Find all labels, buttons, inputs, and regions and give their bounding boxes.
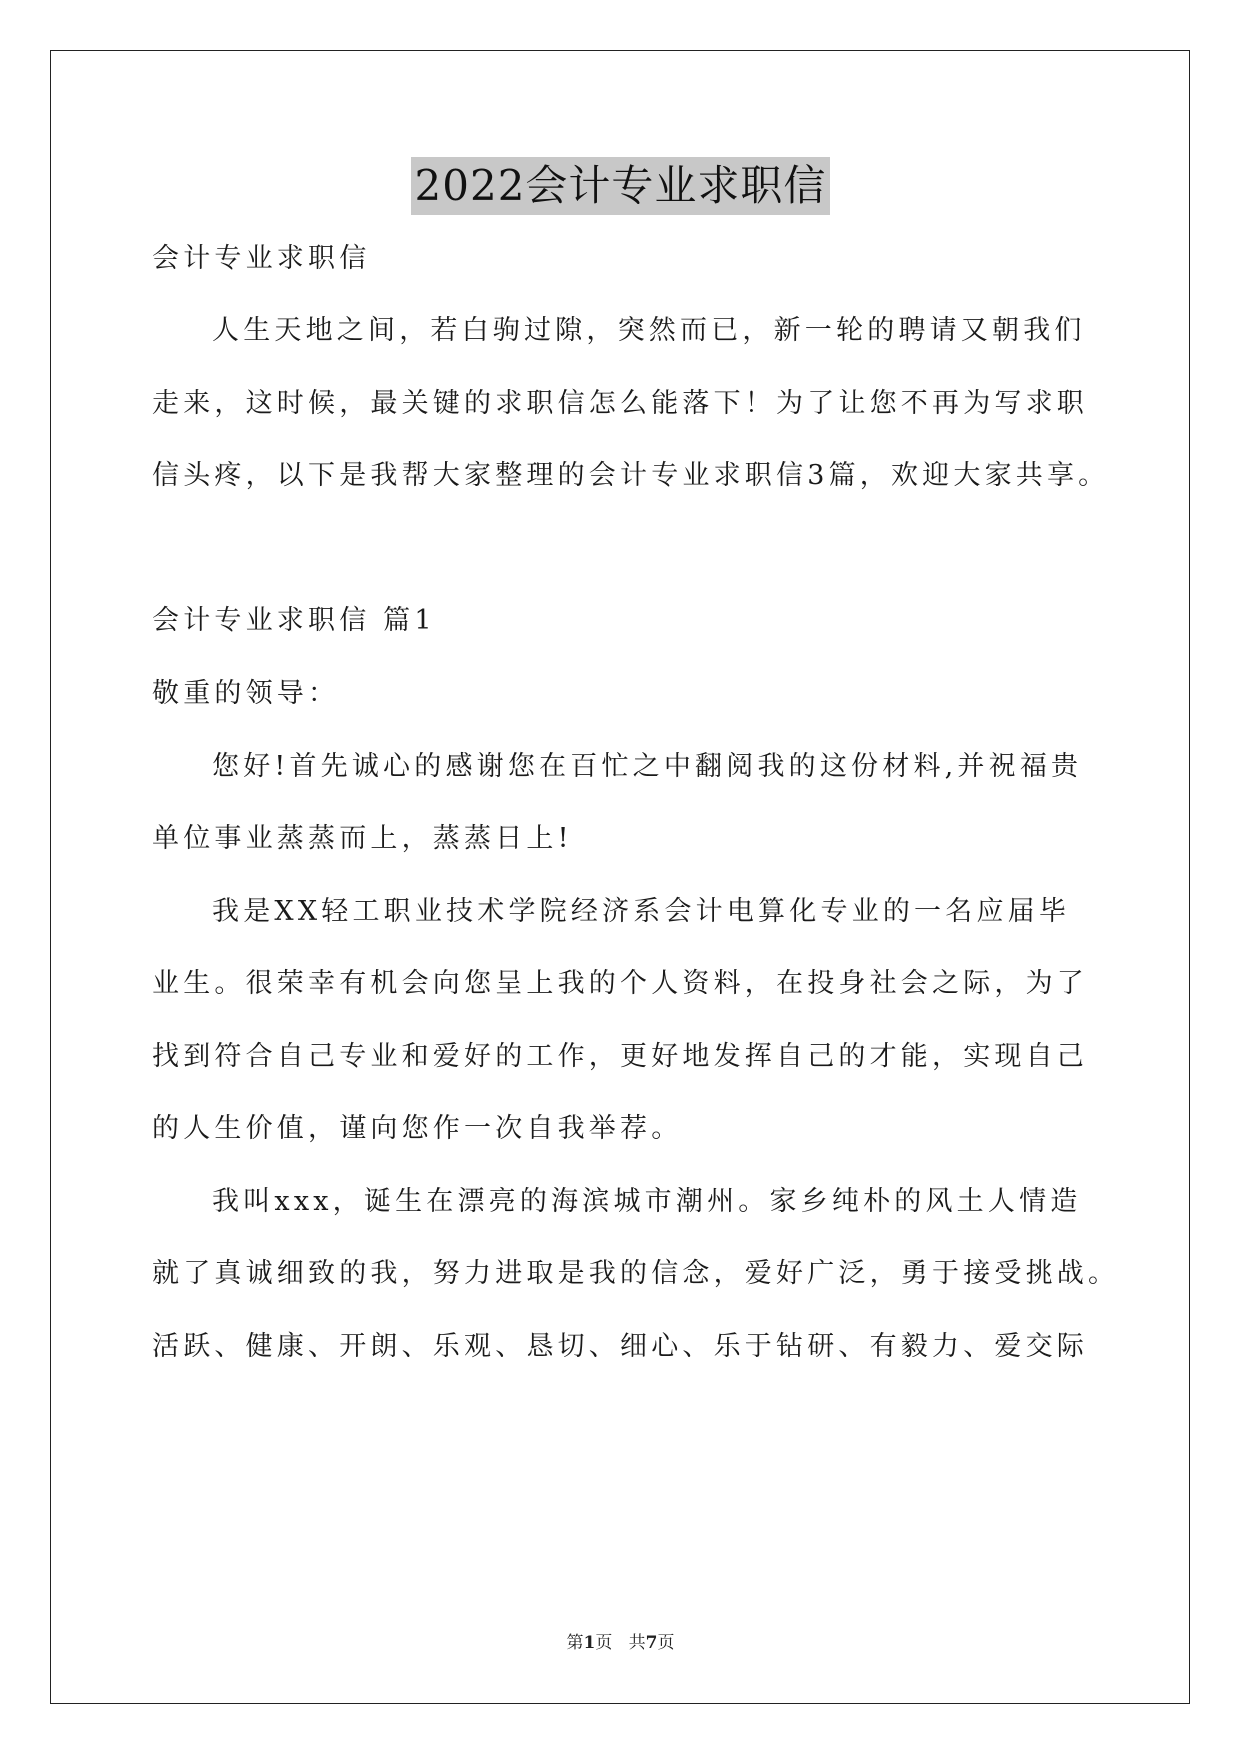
paragraph-line: 我叫xxx，诞生在漂亮的海滨城市潮州。家乡纯朴的风土人情造 xyxy=(212,1186,1082,1217)
paragraph-line: 信头疼，以下是我帮大家整理的会计专业求职信3篇，欢迎大家共享。 xyxy=(152,460,1110,491)
paragraph-line: 您好!首先诚心的感谢您在百忙之中翻阅我的这份材料,并祝福贵 xyxy=(212,751,1083,782)
paragraph-line: 单位事业蒸蒸而上，蒸蒸日上! xyxy=(152,823,573,854)
page-prefix: 第 xyxy=(566,1633,584,1653)
paragraph-line: 人生天地之间，若白驹过隙，突然而已，新一轮的聘请又朝我们 xyxy=(212,315,1086,346)
current-page-number: 1 xyxy=(583,1633,596,1653)
page-border xyxy=(50,50,1190,1704)
paragraph-line: 业生。很荣幸有机会向您呈上我的个人资料，在投身社会之际，为了 xyxy=(152,968,1088,999)
paragraph-line: 走来，这时候，最关键的求职信怎么能落下！为了让您不再为写求职 xyxy=(152,388,1088,419)
paragraph-line: 就了真诚细致的我，努力进取是我的信念，爱好广泛，勇于接受挑战。 xyxy=(152,1258,1120,1289)
page-footer xyxy=(0,1628,1241,1653)
salutation: 敬重的领导： xyxy=(152,678,340,709)
document-title: 2022会计专业求职信 xyxy=(411,157,831,215)
subtitle-line: 会计专业求职信 xyxy=(152,243,371,274)
page-mid: 页 共 xyxy=(595,1633,646,1653)
paragraph-line: 的人生价值，谨向您作一次自我举荐。 xyxy=(152,1113,683,1144)
total-page-number: 7 xyxy=(645,1633,658,1653)
paragraph-line: 我是XX轻工职业技术学院经济系会计电算化专业的一名应届毕 xyxy=(212,896,1071,927)
paragraph-line: 找到符合自己专业和爱好的工作，更好地发挥自己的才能，实现自己 xyxy=(152,1041,1088,1072)
title-wrap xyxy=(0,157,1241,215)
paragraph-line: 活跃、健康、开朗、乐观、恳切、细心、乐于钻研、有毅力、爱交际 xyxy=(152,1331,1088,1362)
section-heading: 会计专业求职信 篇1 xyxy=(152,605,436,636)
page-suffix: 页 xyxy=(657,1633,675,1653)
